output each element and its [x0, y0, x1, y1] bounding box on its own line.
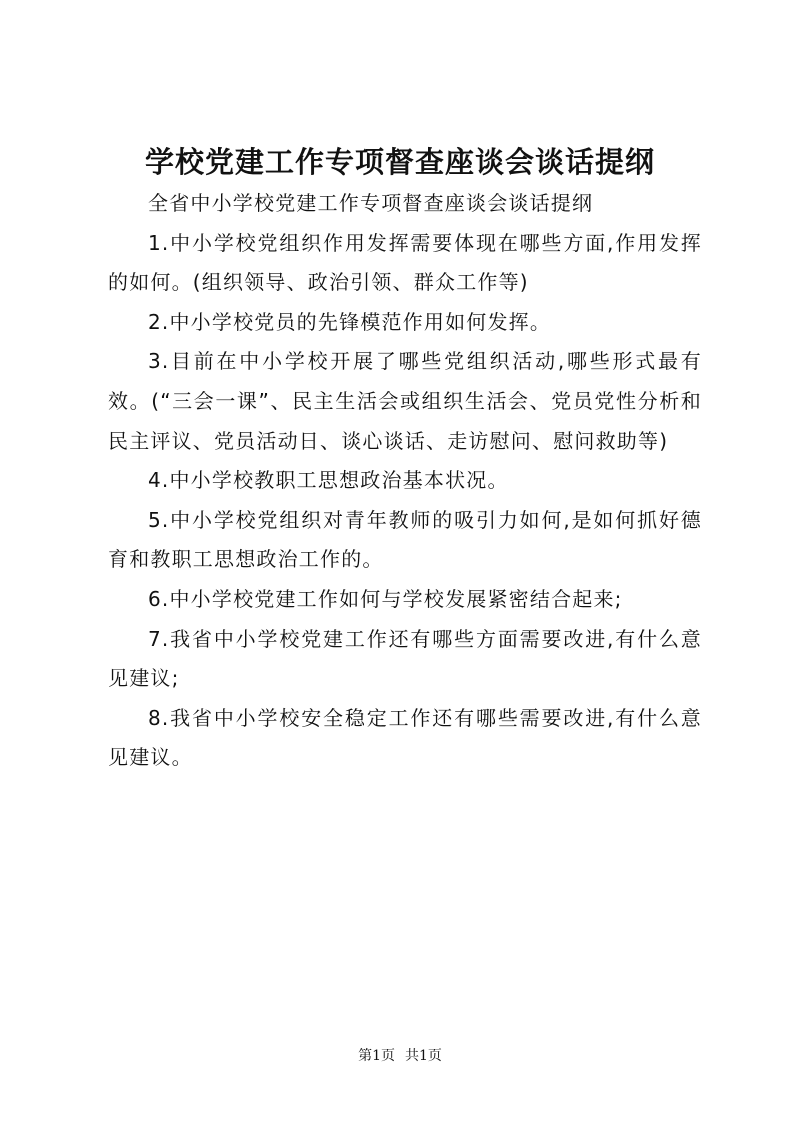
- paragraph-item-1: 1.中小学校党组织作用发挥需要体现在哪些方面,作用发挥的如何。(组织领导、政治引领、群众工作等): [108, 230, 702, 295]
- paragraph-item-2: 2.中小学校党员的先锋模范作用如何发挥。: [148, 309, 552, 334]
- paragraph-item-5: 5.中小学校党组织对青年教师的吸引力如何,是如何抓好德育和教职工思想政治工作的。: [108, 507, 702, 572]
- paragraph-item-6: 6.中小学校党建工作如何与学校发展紧密结合起来;: [148, 586, 623, 611]
- page-total: 共1页: [405, 1048, 442, 1064]
- document-body: [108, 184, 702, 778]
- paragraph-item-3: 3.目前在中小学校开展了哪些党组织活动,哪些形式最有效。(“三会一课”、民主生活会或组织生活会、党员党性分析和民主评议、党员活动日、谈心谈话、走访慰问、慰问救助等): [108, 349, 702, 453]
- paragraph-subtitle: 全省中小学校党建工作专项督查座谈会谈话提纲: [148, 191, 594, 215]
- page-number: 第1页: [358, 1048, 395, 1064]
- paragraph-item-8: 8.我省中小学校安全稳定工作还有哪些需要改进,有什么意见建议。: [108, 705, 702, 770]
- page-footer: [0, 1046, 800, 1066]
- paragraph-item-4: 4.中小学校教职工思想政治基本状况。: [148, 468, 509, 493]
- paragraph-item-7: 7.我省中小学校党建工作还有哪些方面需要改进,有什么意见建议;: [108, 626, 702, 691]
- document-title: 学校党建工作专项督查座谈会谈话提纲: [144, 145, 655, 179]
